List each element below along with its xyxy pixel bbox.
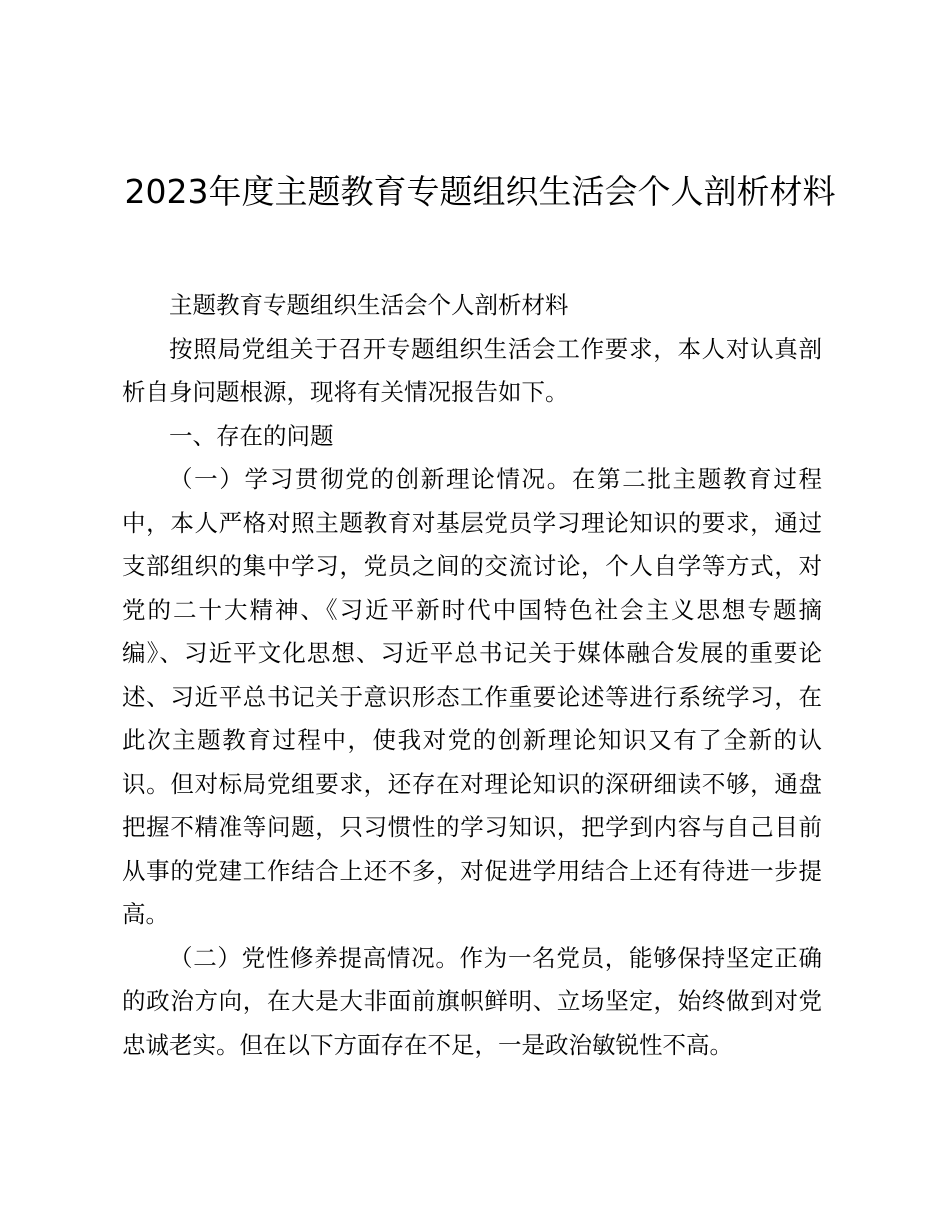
paragraph-party-spirit: （二）党性修养提高情况。作为一名党员，能够保持坚定正确的政治方向，在大是大非面前旗帜鲜明、立场坚定，始终做到对党忠诚老实。但在以下方面存在不足，一是政治敏锐性不高。 (122, 943, 822, 1059)
section-heading-problems: 一、存在的问题 (169, 421, 334, 450)
paragraph-intro: 按照局党组关于召开专题组织生活会工作要求，本人对认真剖析自身问题根源，现将有关情况报告如下。 (122, 334, 822, 406)
document-body (122, 284, 822, 1067)
paragraph-theory-study: （一）学习贯彻党的创新理论情况。在第二批主题教育过程中，本人严格对照主题教育对基层党员学习理论知识的要求，通过支部组织的集中学习，党员之间的交流讨论，个人自学等方式，对党的二十大精神、《习近平新时代中国特色社会主义思想专题摘编》、习近平文化思想、习近平总书记关于媒体融合发展的重要论述、习近平总书记关于意识形态工作重要论述等进行系统学习，在此次主题教育过程中，使我对党的创新理论知识又有了全新的认识。但对标局党组要求，还存在对理论知识的深研细读不够，通盘把握不精准等问题，只习惯性的学习知识，把学到内容与自己目前从事的党建工作结合上还不多，对促进学用结合上还有待进一步提高。 (122, 465, 822, 928)
document-title: 2023年度主题教育专题组织生活会个人剖析材料 (124, 172, 836, 211)
paragraph-subtitle: 主题教育专题组织生活会个人剖析材料 (169, 291, 569, 319)
